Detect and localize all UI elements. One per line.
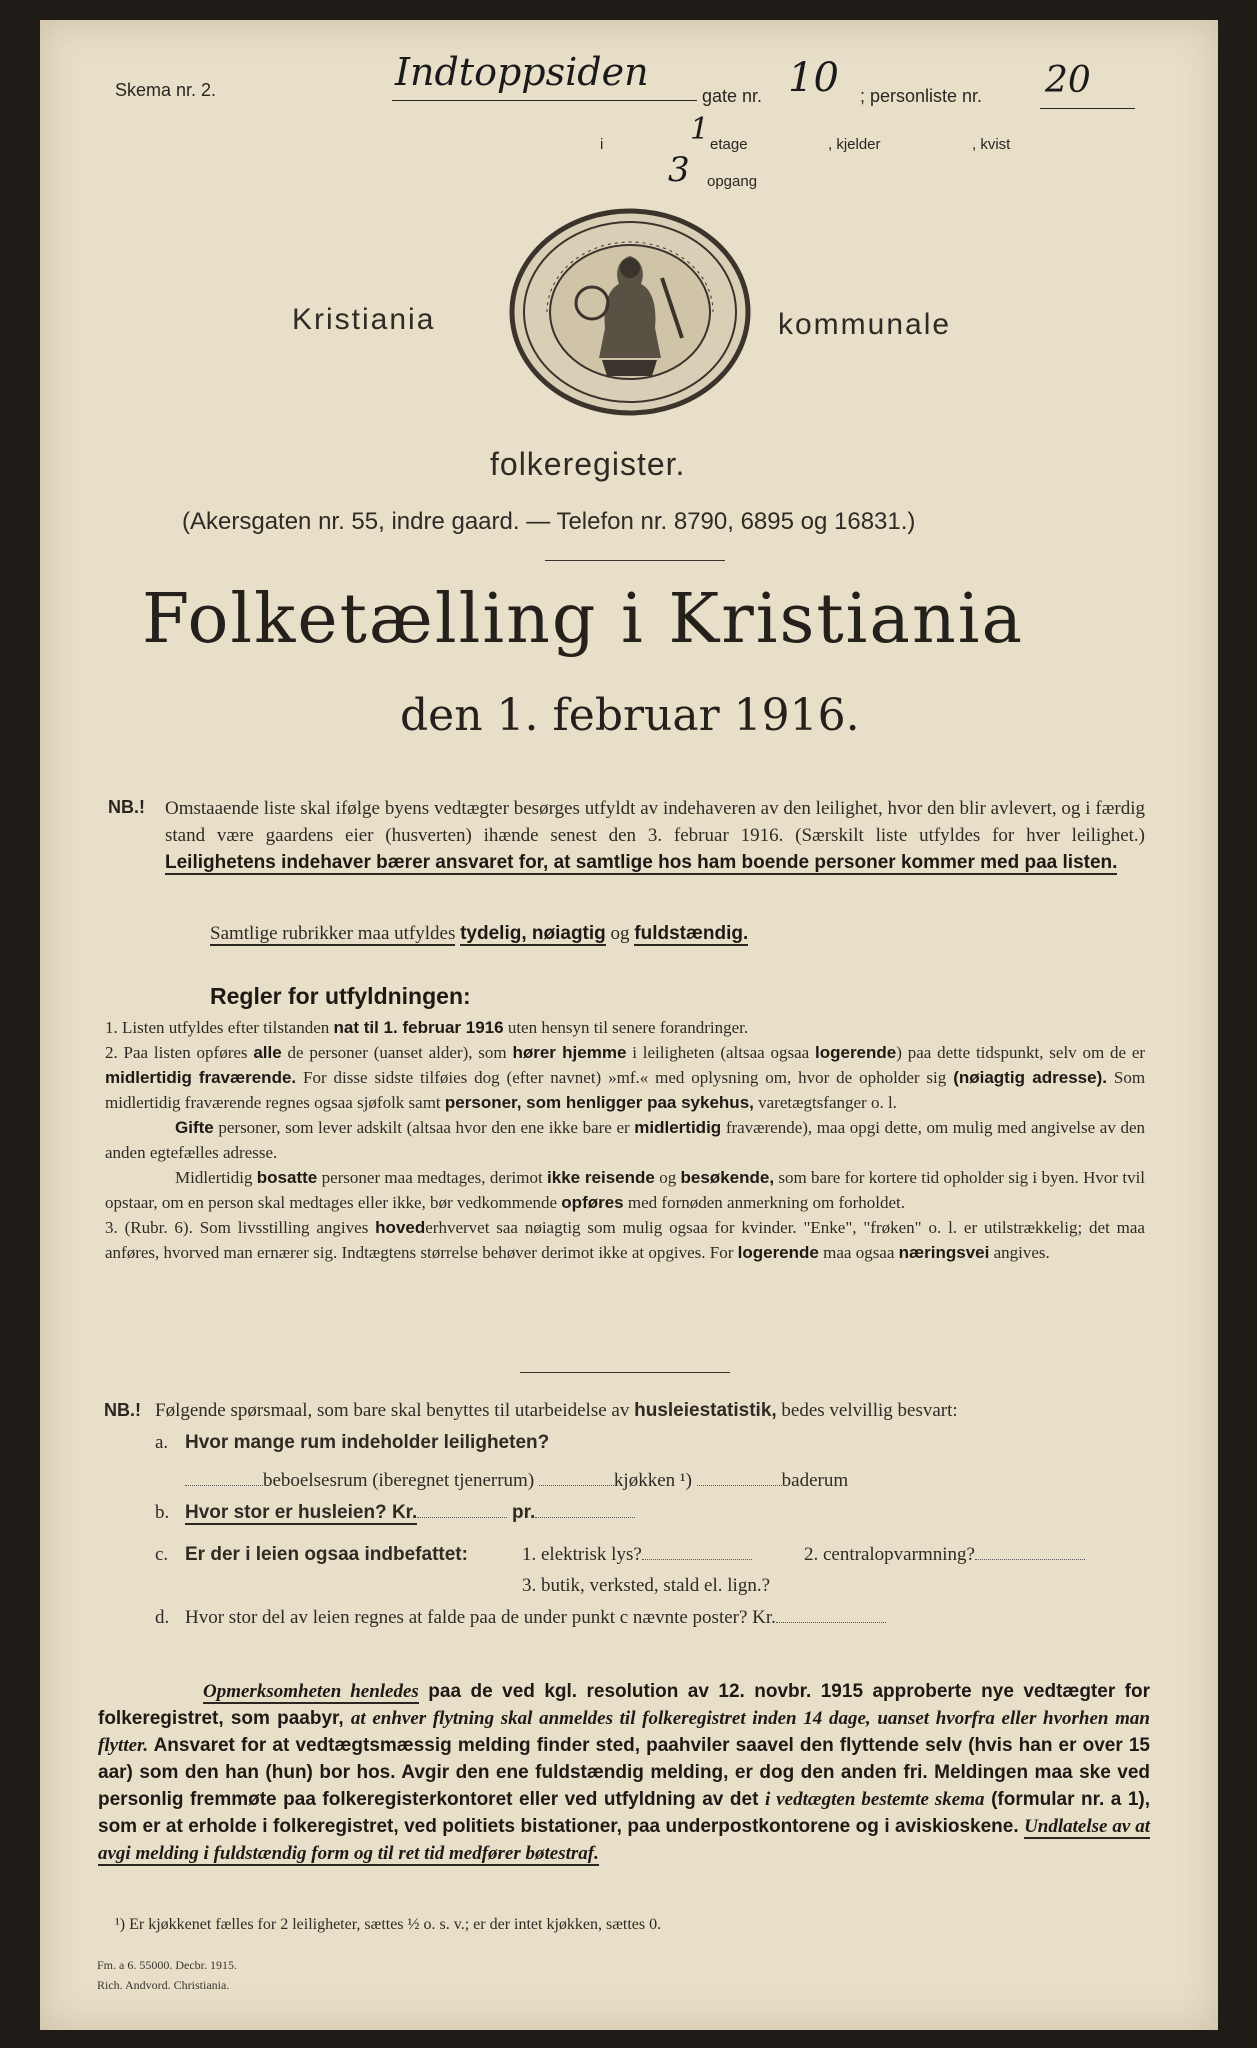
- nb2-label: NB.!: [104, 1400, 141, 1420]
- gate-number-handwritten: 10: [788, 55, 839, 101]
- footnote: ¹) Er kjøkkenet fælles for 2 leiligheter, sættes ½ o. s. v.; er der intet kjøkken, sættes 0.: [115, 1916, 662, 1933]
- bath-field[interactable]: [697, 1485, 782, 1486]
- q-b-text: Hvor stor er husleien? Kr. pr.: [185, 1502, 635, 1524]
- q-c-shop: 3. butik, verksted, stald el. lign.?: [522, 1575, 771, 1596]
- electric-field[interactable]: [642, 1559, 752, 1560]
- responsibility-note: Leilighetens indehaver bærer ansvaret for, at samtlige hos ham boende personer kommer med paa listen.: [165, 852, 1118, 873]
- moving-notice: Opmerksomheten henledes paa de ved kgl. resolution av 12. novbr. 1915 approberte nye vedtægter for folkeregistret, som paabyr, at enhver flytning skal anmeldes til folkeregistret inden 14 dage, uanset hvorfra eller hvorhen man flytter. Ansvaret for at vedtægtsmæssig melding finder sted, paahviler saavel den flyttende selv (hvis han er over 15 aar) som den han (hun) bor hos. Avgir den ene fuldstændig melding, er dog den anden fri. Meldingen maa ske ved personlig fremmøte paa folkeregisterkontoret eller ved utfyldning av det i vedtægten bestemte skema (formular nr. a 1), som er at erholde i folkeregistret, ved politiets bistationer, paa underpostkontorene og i aviskioskene. Undlatelse av at avgi melding i fuldstændig form og til ret tid medfører bøtestraf.: [98, 1681, 1151, 1864]
- office-address: (Akersgaten nr. 55, indre gaard. — Telefon nr. 8790, 6895 og 16831.): [182, 508, 916, 535]
- person-list-label: ; personliste nr.: [860, 86, 983, 106]
- rules-heading: Regler for utfyldningen:: [210, 983, 471, 1009]
- office-name: folkeregister.: [490, 446, 686, 482]
- form-title: Folketælling i Kristiania: [142, 580, 1025, 659]
- rule-1: 1. Listen utfyldes efter tilstanden nat til 1. februar 1916 uten hensyn til senere forandringer.: [105, 1018, 749, 1037]
- opgang-label: opgang: [707, 173, 758, 190]
- q-c-text: Er der i leien ogsaa indbefattet:: [185, 1544, 468, 1565]
- q-d-label: d.: [155, 1607, 170, 1628]
- opgang-handwritten: 3: [668, 150, 690, 190]
- kristiania-label: Kristiania: [292, 303, 436, 336]
- person-list-line: [1040, 108, 1135, 109]
- etage-label: etage: [710, 136, 748, 153]
- city-seal: [507, 208, 753, 416]
- imprint-line-1: Fm. a 6. 55000. Decbr. 1915.: [97, 1958, 237, 1972]
- rent-period-field[interactable]: [535, 1517, 635, 1518]
- q-a-text: Hvor mange rum indeholder leiligheten?: [185, 1432, 550, 1453]
- share-field[interactable]: [776, 1622, 886, 1623]
- nb-instructions: Omstaaende liste skal ifølge byens vedtægter besørges utfyldt av indehaveren av den leilighet, hvor den blir avlevert, og i færdig stand være gaardens eier (husverten) ihænde senest den 3. februar 1916. (Særskilt liste utfyldes for hver leilighet.) Leilighetens indehaver bærer ansvaret for, at samtlige hos ham boende personer kommer med paa listen.: [165, 798, 1145, 873]
- divider: [545, 560, 725, 561]
- q-a-fields: beboelsesrum (iberegnet tjenerrum) kjøkken ¹) baderum: [185, 1470, 848, 1492]
- person-list-number-handwritten: 20: [1045, 60, 1091, 101]
- schema-number: Skema nr. 2.: [115, 80, 217, 100]
- i-label: i: [600, 136, 604, 153]
- kitchen-field[interactable]: [539, 1485, 614, 1486]
- rule-3: 3. (Rubr. 6). Som livsstilling angives hovederhvervet saa nøiagtig som mulig ogsaa for kvinder. "Enke", "frøken" o. l. er utilstrækkelig; det maa anføres, hvorved man ernærer sig. Indtægtens størrelse behøver derimot ikke at opgives. For logerende maa ogsaa næringsvei angives.: [105, 1218, 1145, 1262]
- street-line: [392, 100, 697, 101]
- rule-married: Gifte personer, som lever adskilt (altsaa hvor den ene ikke bare er midlertidig fraværende), maa opgi dette, om mulig med angivelse av den anden egtefælles adresse.: [105, 1118, 1146, 1162]
- completeness-note: Samtlige rubrikker maa utfyldes tydelig, nøiagtig og fuldstændig.: [210, 923, 749, 944]
- q-c-heating: 2. centralopvarmning?: [804, 1544, 1085, 1566]
- q-a-label: a.: [155, 1432, 169, 1453]
- kvist-label: , kvist: [972, 136, 1011, 153]
- q-d-text: Hvor stor del av leien regnes at falde paa de under punkt c nævnte poster? Kr.: [185, 1607, 886, 1629]
- rent-field[interactable]: [417, 1517, 507, 1518]
- kommunale-label: kommunale: [778, 308, 952, 341]
- rule-2: 2. Paa listen opføres alle de personer (uanset alder), som hører hjemme i leiligheten (altsaa ogsaa logerende) paa dette tidspunkt, selv om de er midlertidig fraværende. For disse sidste tilføies dog (efter navnet) »mf.« med oplysning om, hvor de opholder sig (nøiagtig adresse). Som midlertidig fraværende regnes ogsaa sjøfolk samt personer, som henligger paa sykehus, varetægtsfanger o. l.: [105, 1043, 1146, 1112]
- nb-label: NB.!: [108, 797, 145, 817]
- rules-list: [105, 1015, 1145, 1265]
- imprint-line-2: Rich. Andvord. Christiania.: [97, 1978, 230, 1992]
- street-name-handwritten: Indtoppsiden: [395, 50, 649, 94]
- divider-2: [520, 1372, 730, 1373]
- kjelder-label: , kjelder: [828, 136, 881, 153]
- gate-label: gate nr.: [702, 86, 763, 106]
- heating-field[interactable]: [975, 1559, 1085, 1560]
- form-date: den 1. februar 1916.: [400, 690, 860, 741]
- rule-temporary: Midlertidig bosatte personer maa medtages, derimot ikke reisende og besøkende, som bare for kortere tid opholder sig i byen. Hvor tvil opstaar, om en person skal medtages eller ikke, bør vedkommende opføres med fornøden anmerkning om forholdet.: [105, 1168, 1146, 1212]
- q-c-electric: 1. elektrisk lys?: [522, 1544, 752, 1566]
- housing-intro: Følgende spørsmaal, som bare skal benyttes til utarbeidelse av husleiestatistik, bedes velvillig besvart:: [155, 1400, 958, 1421]
- rooms-field[interactable]: [185, 1485, 263, 1486]
- q-c-label: c.: [155, 1544, 169, 1565]
- etage-handwritten: 1: [690, 112, 710, 147]
- q-b-label: b.: [155, 1502, 170, 1523]
